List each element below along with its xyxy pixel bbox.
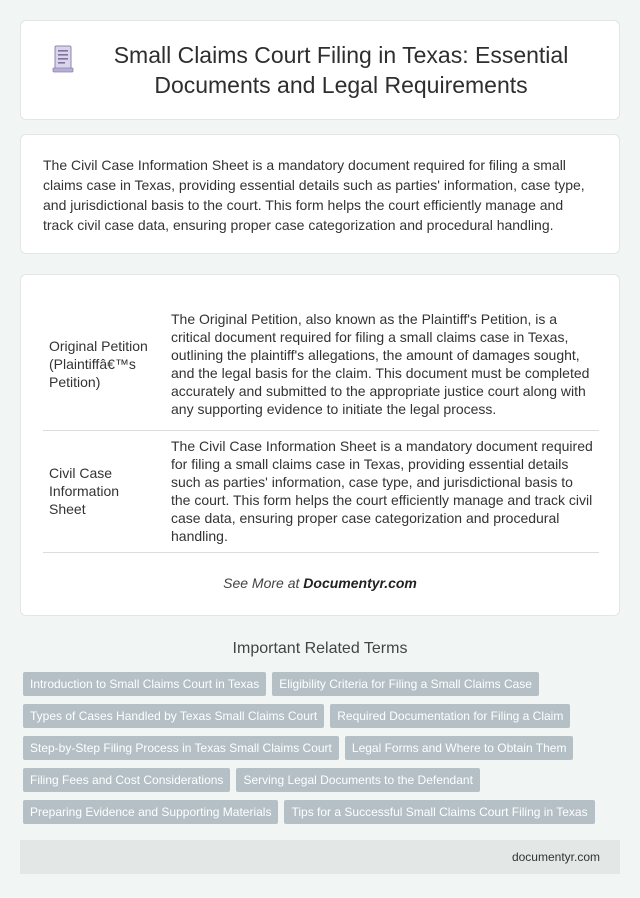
related-term-tag[interactable]: Types of Cases Handled by Texas Small Claims Court xyxy=(23,704,324,728)
related-term-tag[interactable]: Eligibility Criteria for Filing a Small Claims Case xyxy=(272,672,539,696)
header xyxy=(51,40,589,100)
documents-table xyxy=(43,299,599,553)
header-card xyxy=(20,20,620,120)
table-row xyxy=(43,430,599,552)
page-title: Small Claims Court Filing in Texas: Essential Documents and Legal Requirements xyxy=(113,42,569,98)
intro-card xyxy=(20,134,620,254)
related-terms-tags xyxy=(20,672,620,824)
document-description: The Civil Case Information Sheet is a mandatory document required for filing a small claims case in Texas, providing essential details such as parties' information, case type, and jurisdictional basis to the court. This form helps the court efficiently manage and track civil case data, ensuring proper case categorization and procedural handling. xyxy=(171,438,593,544)
related-term-tag[interactable]: Introduction to Small Claims Court in Texas xyxy=(23,672,266,696)
intro-text: The Civil Case Information Sheet is a mandatory document required for filing a small claims case in Texas, providing essential details such as parties' information, case type, and jurisdictional basis to the court. This form helps the court efficiently manage and track civil case data, ensuring proper case categorization and procedural handling. xyxy=(43,157,585,233)
table-row xyxy=(43,299,599,430)
footer-site-link[interactable]: documentyr.com xyxy=(511,850,600,864)
documents-card xyxy=(20,274,620,616)
document-name: Original Petition (Plaintiffâ€™s Petition) xyxy=(49,338,148,391)
related-term-tag[interactable]: Filing Fees and Cost Considerations xyxy=(23,768,230,792)
document-icon xyxy=(51,44,77,74)
related-term-tag[interactable]: Tips for a Successful Small Claims Court Filing in Texas xyxy=(284,800,594,824)
document-name: Civil Case Information Sheet xyxy=(49,465,120,517)
related-term-tag[interactable]: Required Documentation for Filing a Claim xyxy=(330,704,570,728)
related-term-tag[interactable]: Preparing Evidence and Supporting Materials xyxy=(23,800,278,824)
footer xyxy=(20,840,620,874)
document-description: The Original Petition, also known as the Plaintiff's Petition, is a critical document required for filing a small claims case in Texas, outlining the plaintiff's allegations, the amount of damages sought, and the legal basis for the claim. This document must be completed accurately and submitted to the appropriate justice court along with any supporting evidence to initiate the legal process. xyxy=(171,311,590,418)
related-term-tag[interactable]: Serving Legal Documents to the Defendant xyxy=(236,768,479,792)
related-term-tag[interactable]: Legal Forms and Where to Obtain Them xyxy=(345,736,574,760)
see-more-link[interactable] xyxy=(43,575,597,591)
see-more-site[interactable]: Documentyr.com xyxy=(303,574,417,591)
see-more-prefix: See More at xyxy=(223,574,304,591)
related-term-tag[interactable]: Step-by-Step Filing Process in Texas Small Claims Court xyxy=(23,736,339,760)
related-terms-title: Important Related Terms xyxy=(232,640,408,657)
